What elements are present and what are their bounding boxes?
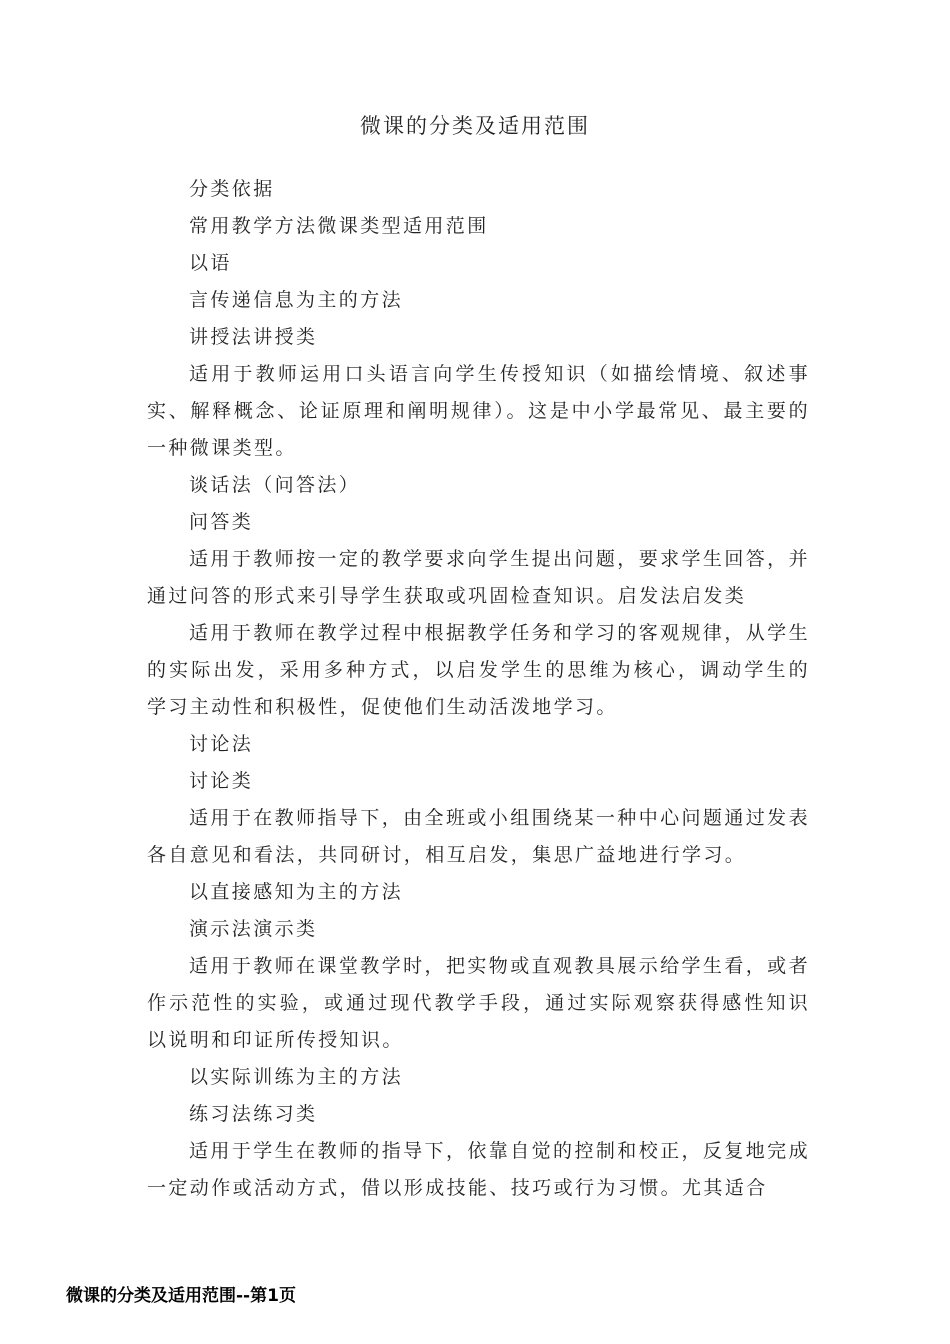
method-type: 讨论类: [189, 770, 254, 792]
document-title: 微课的分类及适用范围: [360, 114, 590, 138]
method-description: 适用于教师在教学过程中根据教学任务和学习的客观规律，从学生的实际出发，采用多种方式，以启发学生的思维为核心，调动学生的学习主动性和积极性，促使他们生动活泼地学习。: [147, 622, 810, 718]
method-type: 问答类: [189, 511, 254, 533]
heading-classification-basis: 分类依据: [189, 178, 275, 200]
category-label: 以语: [189, 252, 232, 274]
category-label: 言传递信息为主的方法: [189, 289, 404, 311]
document-body: [147, 171, 810, 1207]
method-description: 适用于学生在教师的指导下，依靠自觉的控制和校正，反复地完成一定动作或活动方式，借以形成技能、技巧或行为习惯。尤其适合: [147, 1140, 810, 1199]
heading-method-types: 常用教学方法微课类型适用范围: [189, 215, 489, 237]
method-name: 谈话法（问答法）: [189, 474, 361, 496]
method-description: 适用于在教师指导下，由全班或小组围绕某一种中心问题通过发表各自意见和看法，共同研讨，相互启发，集思广益地进行学习。: [147, 807, 810, 866]
category-label: 以直接感知为主的方法: [189, 881, 404, 903]
page-footer: 微课的分类及适用范围--第1页: [66, 1286, 296, 1306]
category-label: 以实际训练为主的方法: [189, 1066, 404, 1088]
method-description: 适用于教师运用口头语言向学生传授知识（如描绘情境、叙述事实、解释概念、论证原理和阐明规律）。这是中小学最常见、最主要的一种微课类型。: [147, 363, 810, 459]
method-description: 适用于教师在课堂教学时，把实物或直观教具展示给学生看，或者作示范性的实验，或通过现代教学手段，通过实际观察获得感性知识以说明和印证所传授知识。: [147, 955, 810, 1051]
method-description: 适用于教师按一定的教学要求向学生提出问题，要求学生回答，并通过问答的形式来引导学生获取或巩固检查知识。启发法启发类: [147, 548, 810, 607]
method-name: 讲授法讲授类: [189, 326, 318, 348]
method-name: 讨论法: [189, 733, 254, 755]
method-name: 演示法演示类: [189, 918, 318, 940]
method-name: 练习法练习类: [189, 1103, 318, 1125]
